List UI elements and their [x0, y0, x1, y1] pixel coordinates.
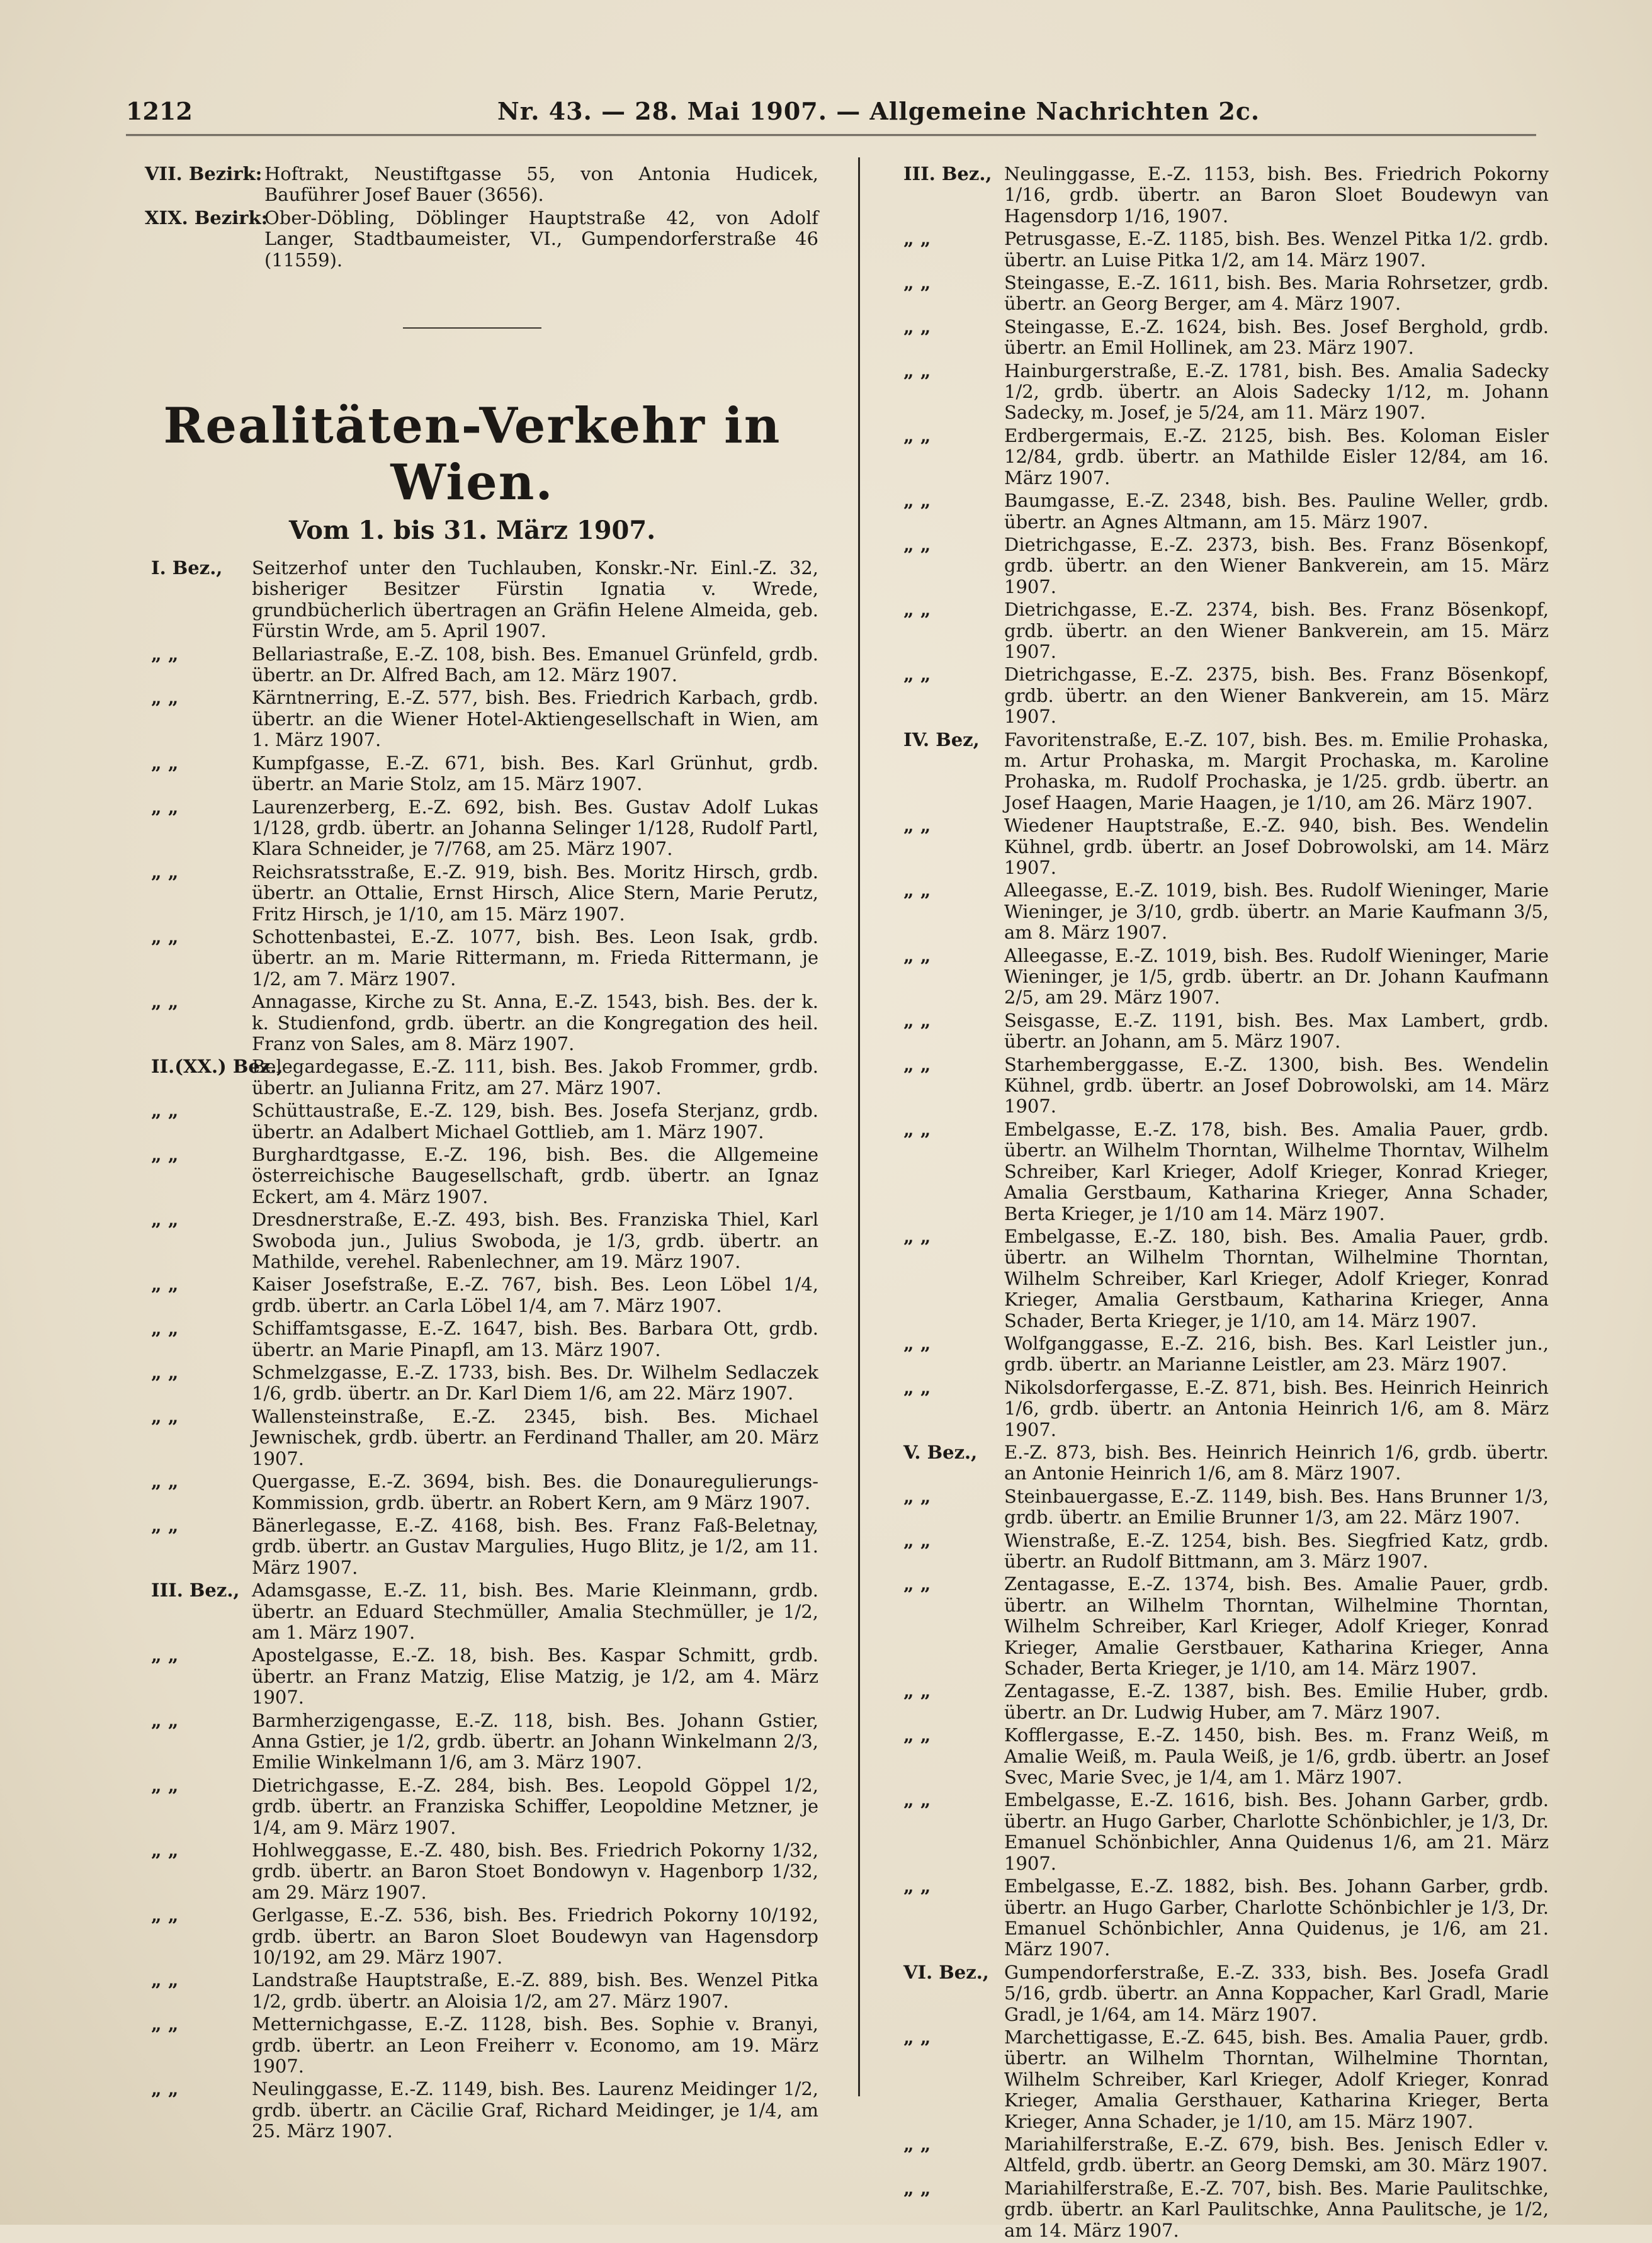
entry-label: „ „ — [903, 664, 931, 686]
entry-label: VI. Bez., — [903, 1961, 989, 1983]
list-item — [126, 558, 818, 642]
entry-label: „ „ — [903, 359, 931, 381]
entry-text: Kofflergasse, E.-Z. 1450, bish. Bes. m. Franz Weiß, m Amalie Weiß, m. Paula Weiß, je 1/6, grdb. übertr. an Josef Svec, Marie Svec, je 1/4, am 1. März 1907. — [1004, 1724, 1549, 1788]
entry-label: „ „ — [903, 1573, 931, 1595]
list-item — [126, 1318, 818, 1360]
entry-text: E.-Z. 873, bish. Bes. Heinrich Heinrich 1/6, grdb. übertr. an Antonie Heinrich 1/6, am 8. März 1907. — [1004, 1441, 1549, 1484]
entry-label: „ „ — [151, 991, 179, 1013]
entry-text: Embelgasse, E.-Z. 1882, bish. Bes. Johann Garber, grdb. übertr. an Hugo Garber, Charlotte Schönbichler je 1/3, Dr. Emanuel Schönbichler, Anna Quidenus, je 1/6, am 21. März 1907. — [1004, 1875, 1549, 1960]
entry-label: „ „ — [151, 1514, 179, 1536]
entry-text: Barmherzigengasse, E.-Z. 118, bish. Bes. Johann Gstier, Anna Gstier, je 1/2, grdb. übertr. an Johann Winkelmann 2/3, Emilie Winkelmann 1/6, am 3. März 1907. — [252, 1709, 818, 1773]
list-item — [878, 815, 1549, 878]
entry-label: „ „ — [903, 490, 931, 512]
entry-label: „ „ — [903, 1009, 931, 1031]
list-item — [878, 1119, 1549, 1224]
list-item — [126, 1905, 818, 1968]
entry-label: I. Bez., — [151, 557, 223, 579]
list-item — [878, 880, 1549, 943]
list-item — [878, 1333, 1549, 1376]
entry-text: Baumgasse, E.-Z. 2348, bish. Bes. Pauline Weller, grdb. übertr. an Agnes Altmann, am 15. März 1907. — [1004, 490, 1549, 533]
building-permits-list — [126, 164, 818, 271]
list-item — [126, 1970, 818, 2012]
entry-text: Adamsgasse, E.-Z. 11, bish. Bes. Marie Kleinmann, grdb. übertr. an Eduard Stechmüller, Amalia Stechmüller, je 1/2, am 1. März 1907. — [252, 1579, 818, 1643]
list-item — [878, 1681, 1549, 1723]
entry-label: V. Bez., — [903, 1441, 978, 1463]
entry-label: „ „ — [903, 424, 931, 446]
section-divider — [403, 327, 541, 329]
list-item — [878, 2178, 1549, 2241]
entry-label: „ „ — [903, 272, 931, 294]
entry-label: „ „ — [151, 1274, 179, 1296]
entry-text: Bellariastraße, E.-Z. 108, bish. Bes. Emanuel Grünfeld, grdb. übertr. an Dr. Alfred Bach, am 12. März 1907. — [252, 643, 818, 686]
entry-text: Steingasse, E.-Z. 1624, bish. Bes. Josef Berghold, grdb. übertr. an Emil Hollinek, am 23. März 1907. — [1004, 315, 1549, 359]
entry-label: „ „ — [903, 1724, 931, 1746]
entry-text: Hohlweggasse, E.-Z. 480, bish. Bes. Friedrich Pokorny 1/32, grdb. übertr. an Baron Stoet Bondowyn v. Hagenborp 1/32, am 29. März 1907. — [252, 1839, 818, 1903]
entry-label: „ „ — [903, 2177, 931, 2199]
entry-label: „ „ — [151, 1774, 179, 1796]
entry-label: „ „ — [903, 1053, 931, 1075]
entry-text: Belegardegasse, E.-Z. 111, bish. Bes. Jakob Frommer, grdb. übertr. an Julianna Fritz, am 27. März 1907. — [252, 1056, 818, 1099]
entry-text: Kärntnerring, E.-Z. 577, bish. Bes. Friedrich Karbach, grdb. übertr. an die Wiener Hotel-Aktiengesellschaft in Wien, am 1. März 1907. — [252, 687, 818, 751]
list-item — [126, 797, 818, 860]
entry-label: „ „ — [903, 1789, 931, 1811]
list-item — [126, 1775, 818, 1838]
entry-text: Neulinggasse, E.-Z. 1149, bish. Bes. Laurenz Meidinger 1/2, grdb. übertr. an Cäcilie Graf, Richard Meidinger, je 1/4, am 25. März 1907. — [252, 2078, 818, 2142]
list-item — [878, 1442, 1549, 1484]
list-item — [126, 1056, 818, 1099]
list-item — [126, 1362, 818, 1404]
entry-text: Reichsratsstraße, E.-Z. 919, bish. Bes. Moritz Hirsch, grdb. übertr. an Ottalie, Ernst Hirsch, Alice Stern, Marie Perutz, Fritz Hirsch, je 1/10, am 15. März 1907. — [252, 861, 818, 925]
entry-text: Dietrichgasse, E.-Z. 284, bish. Bes. Leopold Göppel 1/2, grdb. übertr. an Franziska Schiffer, Leopoldine Metzner, je 1/4, am 9. März 1907. — [252, 1774, 818, 1838]
list-item — [878, 273, 1549, 315]
entry-label: „ „ — [151, 1904, 179, 1926]
entry-label: III. Bez., — [903, 163, 992, 184]
list-item — [126, 164, 818, 206]
left-entries-list — [126, 558, 818, 2142]
right-column — [878, 164, 1549, 2243]
list-item — [878, 664, 1549, 727]
list-item — [878, 164, 1549, 227]
entry-text: Seitzerhof unter den Tuchlauben, Konskr.-Nr. Einl.-Z. 32, bisheriger Besitzer Fürstin Ignatia v. Wrede, grundbücherlich übertragen an Gräfin Helene Almeida, geb. Fürstin Wrde, am 5. April 1907. — [252, 557, 818, 642]
entry-label: „ „ — [903, 2026, 931, 2048]
list-item — [878, 490, 1549, 533]
list-item — [126, 1840, 818, 1903]
entry-text: Petrusgasse, E.-Z. 1185, bish. Bes. Wenzel Pitka 1/2. grdb. übertr. an Luise Pitka 1/2, am 14. März 1907. — [1004, 228, 1549, 271]
entry-text: Starhemberggasse, E.-Z. 1300, bish. Bes. Wendelin Kühnel, grdb. übertr. an Josef Dobrowolski, am 14. März 1907. — [1004, 1053, 1549, 1117]
entry-label: „ „ — [151, 1839, 179, 1861]
entry-text: Wiedener Hauptstraße, E.-Z. 940, bish. Bes. Wendelin Kühnel, grdb. übertr. an Josef Dobrowolski, am 14. März 1907. — [1004, 815, 1549, 878]
list-item — [126, 1515, 818, 1578]
list-item — [878, 229, 1549, 271]
entry-label: II.(XX.) Bez., — [151, 1056, 283, 1078]
list-item — [126, 992, 818, 1054]
entry-text: Steinbauergasse, E.-Z. 1149, bish. Bes. Hans Brunner 1/3, grdb. übertr. an Emilie Brunner 1/3, am 22. März 1907. — [1004, 1485, 1549, 1528]
entry-label: „ „ — [151, 1209, 179, 1231]
entry-text: Wallensteinstraße, E.-Z. 2345, bish. Bes. Michael Jewnischek, grdb. übertr. an Ferdinand Thaller, am 20. März 1907. — [252, 1405, 818, 1469]
entry-text: Burghardtgasse, E.-Z. 196, bish. Bes. die Allgemeine österreichische Baugesellschaft, grdb. übertr. an Ignaz Eckert, am 4. März 1907. — [252, 1144, 818, 1207]
entry-text: Kumpfgasse, E.-Z. 671, bish. Bes. Karl Grünhut, grdb. übertr. an Marie Stolz, am 15. März 1907. — [252, 752, 818, 795]
list-item — [878, 1530, 1549, 1573]
page-number: 1212 — [126, 97, 193, 125]
entry-label: „ „ — [151, 1471, 179, 1493]
entry-text: Marchettigasse, E.-Z. 645, bish. Bes. Amalia Pauer, grdb. übertr. an Wilhelm Thorntan, Wilhelmine Thorntan, Wilhelm Schreiber, Karl Krieger, Adolf Krieger, Konrad Krieger, Amalia Gersthauer, Katharina Krieger, Berta Krieger, Anna Schader, je 1/10, am 15. März 1907. — [1004, 2026, 1549, 2132]
entry-text: Gerlgasse, E.-Z. 536, bish. Bes. Friedrich Pokorny 10/192, grdb. übertr. an Baron Sloet Boudewyn van Hagensdorp 10/192, am 29. März 1907. — [252, 1904, 818, 1969]
entry-label: „ „ — [151, 861, 179, 883]
entry-label: „ „ — [903, 599, 931, 621]
entry-label: „ „ — [903, 315, 931, 337]
list-item — [126, 862, 818, 925]
entry-label: „ „ — [151, 1318, 179, 1340]
entry-text: Alleegasse, E.-Z. 1019, bish. Bes. Rudolf Wieninger, Marie Wieninger, je 3/10, grdb. übertr. an Marie Kaufmann 3/5, am 8. März 1907. — [1004, 879, 1549, 944]
list-item — [878, 1876, 1549, 1960]
list-item — [126, 1580, 818, 1643]
entry-text: Hainburgerstraße, E.-Z. 1781, bish. Bes. Amalia Sadecky 1/2, grdb. übertr. an Alois Sadecky 1/12, m. Johann Sadecky, m. Josef, je 5/24, am 11. März 1907. — [1004, 359, 1549, 424]
entry-text: Erdbergermais, E.-Z. 2125, bish. Bes. Koloman Eisler 12/84, grdb. übertr. an Mathilde Eisler 12/84, am 16. März 1907. — [1004, 424, 1549, 489]
list-item — [878, 2027, 1549, 2132]
entry-text: Steingasse, E.-Z. 1611, bish. Bes. Maria Rohrsetzer, grdb. übertr. an Georg Berger, am 4. März 1907. — [1004, 272, 1549, 315]
list-item — [878, 1725, 1549, 1788]
entry-label: „ „ — [151, 1709, 179, 1731]
entry-text: Favoritenstraße, E.-Z. 107, bish. Bes. m. Emilie Prohaska, m. Artur Prohaska, m. Margit Prochaska, m. Karoline Prohaska, m. Rudolf Prochaska, je 1/25. grdb. übertr. an Josef Haagen, Marie Haagen, je 1/10, am 26. März 1907. — [1004, 728, 1549, 813]
entry-label: III. Bez., — [151, 1579, 240, 1602]
list-item — [878, 426, 1549, 489]
entry-text: Annagasse, Kirche zu St. Anna, E.-Z. 1543, bish. Bes. der k. k. Studienfond, grdb. übertr. an die Kongregation des heil. Franz von Sales, am 8. März 1907. — [252, 991, 818, 1054]
list-item — [878, 1486, 1549, 1528]
left-column — [126, 164, 818, 2144]
list-item — [878, 534, 1549, 597]
list-item — [878, 1226, 1549, 1331]
entry-text: Neulinggasse, E.-Z. 1153, bish. Bes. Friedrich Pokorny 1/16, grdb. übertr. an Baron Sloet Boudewyn van Hagensdorp 1/16, 1907. — [1004, 163, 1549, 227]
entry-label: „ „ — [151, 687, 179, 709]
page-header-title: Nr. 43. — 28. Mai 1907. — Allgemeine Nachrichten 2c. — [497, 97, 1260, 125]
entry-label: „ „ — [151, 1362, 179, 1384]
entry-text: Hoftrakt, Neustiftgasse 55, von Antonia Hudicek, Bauführer Josef Bauer (3656). — [264, 163, 818, 206]
entry-label: „ „ — [903, 533, 931, 555]
entry-label: „ „ — [151, 796, 179, 818]
list-item — [878, 946, 1549, 1009]
entry-label: „ „ — [903, 944, 931, 966]
entry-text: Schiffamtsgasse, E.-Z. 1647, bish. Bes. Barbara Ott, grdb. übertr. an Marie Pinapfl, am 13. März 1907. — [252, 1318, 818, 1360]
list-item — [126, 644, 818, 686]
list-item — [126, 1209, 818, 1272]
entry-text: Alleegasse, E.-Z. 1019, bish. Bes. Rudolf Wieninger, Marie Wieninger, je 1/5, grdb. übertr. an Dr. Johann Kaufmann 2/5, am 29. März 1907. — [1004, 944, 1549, 1009]
entry-text: Schottenbastei, E.-Z. 1077, bish. Bes. Leon Isak, grdb. übertr. an m. Marie Rittermann, m. Frieda Rittermann, je 1/2, am 7. März 1907. — [252, 925, 818, 990]
entry-label: „ „ — [151, 1100, 179, 1122]
list-item — [126, 927, 818, 990]
list-item — [126, 1100, 818, 1143]
entry-label: „ „ — [151, 1405, 179, 1427]
list-item — [126, 1144, 818, 1207]
list-item — [878, 599, 1549, 662]
list-item — [878, 1962, 1549, 2025]
entry-text: Dietrichgasse, E.-Z. 2373, bish. Bes. Franz Bösenkopf, grdb. übertr. an den Wiener Bankverein, am 15. März 1907. — [1004, 533, 1549, 597]
entry-text: Seisgasse, E.-Z. 1191, bish. Bes. Max Lambert, grdb. übertr. an Johann, am 5. März 1907. — [1004, 1009, 1549, 1053]
entry-text: Nikolsdorfergasse, E.-Z. 871, bish. Bes. Heinrich Heinrich 1/6, grdb. übertr. an Antonia Heinrich 1/6, am 8. März 1907. — [1004, 1376, 1549, 1440]
list-item — [878, 361, 1549, 424]
entry-label: „ „ — [151, 643, 179, 665]
section-title: Realitäten-Verkehr in Wien. — [163, 397, 781, 512]
entry-text: Embelgasse, E.-Z. 180, bish. Bes. Amalia Pauer, grdb. übertr. an Wilhelm Thorntan, Wilhelmine Thorntan, Wilhelm Schreiber, Karl Krieger, Adolf Krieger, Konrad Krieger, Amalia Gerstbaum, Katharina Krieger, Anna Schader, Berta Krieger, je 1/10, am 14. März 1907. — [1004, 1225, 1549, 1331]
entry-label: „ „ — [903, 1529, 931, 1551]
list-item — [126, 208, 818, 271]
list-item — [878, 1574, 1549, 1679]
entry-label: „ „ — [903, 1485, 931, 1507]
entry-text: Schüttaustraße, E.-Z. 129, bish. Bes. Josefa Sterjanz, grdb. übertr. an Adalbert Michael Gottlieb, am 1. März 1907. — [252, 1100, 818, 1143]
list-item — [126, 1406, 818, 1469]
list-item — [878, 1377, 1549, 1440]
right-entries-list — [878, 164, 1549, 2241]
list-item — [878, 1010, 1549, 1053]
section-subtitle: Vom 1. bis 31. März 1907. — [288, 516, 656, 546]
entry-text: Wienstraße, E.-Z. 1254, bish. Bes. Siegfried Katz, grdb. übertr. an Rudolf Bittmann, am 3. März 1907. — [1004, 1529, 1549, 1572]
entry-text: Metternichgasse, E.-Z. 1128, bish. Bes. Sophie v. Branyi, grdb. übertr. an Leon Freiherr v. Economo, am 19. März 1907. — [252, 2013, 818, 2077]
entry-text: Embelgasse, E.-Z. 1616, bish. Bes. Johann Garber, grdb. übertr. an Hugo Garber, Charlotte Schönbichler, je 1/3, Dr. Emanuel Schönbichler, Anna Quidenus 1/6, am 21. März 1907. — [1004, 1789, 1549, 1874]
entry-label: „ „ — [903, 815, 931, 837]
list-item — [126, 753, 818, 795]
entry-text: Schmelzgasse, E.-Z. 1733, bish. Bes. Dr. Wilhelm Sedlaczek 1/6, grdb. übertr. an Dr. Karl Diem 1/6, am 22. März 1907. — [252, 1362, 818, 1404]
entry-text: Quergasse, E.-Z. 3694, bish. Bes. die Donauregulierungs-Kommission, grdb. übertr. an Robert Kern, am 9 März 1907. — [252, 1471, 818, 1513]
entry-label: „ „ — [151, 1144, 179, 1165]
entry-text: Dresdnerstraße, E.-Z. 493, bish. Bes. Franziska Thiel, Karl Swoboda jun., Julius Swoboda, je 1/3, grdb. übertr. an Mathilde, verehel. Rabenlechner, am 19. März 1907. — [252, 1209, 818, 1273]
list-item — [878, 2134, 1549, 2176]
list-item — [126, 2079, 818, 2142]
entry-label: „ „ — [151, 1969, 179, 1991]
entry-text: Bänerlegasse, E.-Z. 4168, bish. Bes. Franz Faß-Beletnay, grdb. übertr. an Gustav Margulies, Hugo Blitz, je 1/2, am 11. März 1907. — [252, 1514, 818, 1578]
list-item — [126, 2014, 818, 2077]
entry-label: „ „ — [903, 1376, 931, 1398]
entry-label: VII. Bezirk: — [145, 163, 263, 184]
entry-text: Zentagasse, E.-Z. 1374, bish. Bes. Amalie Pauer, grdb. übertr. an Wilhelm Thorntan, Wilhelmine Thorntan, Wilhelm Schreiber, Karl Krieger, Adolf Krieger, Konrad Krieger, Amalie Gerstbauer, Katharina Krieger, Anna Schader, Berta Krieger, je 1/10, am 14. März 1907. — [1004, 1573, 1549, 1680]
entry-text: Mariahilferstraße, E.-Z. 679, bish. Bes. Jenisch Edler v. Altfeld, grdb. übertr. an Georg Demski, am 30. März 1907. — [1004, 2133, 1549, 2176]
entry-label: „ „ — [903, 1118, 931, 1140]
entry-text: Dietrichgasse, E.-Z. 2375, bish. Bes. Franz Bösenkopf, grdb. übertr. an den Wiener Bankverein, am 15. März 1907. — [1004, 664, 1549, 728]
list-item — [126, 1710, 818, 1773]
entry-text: Embelgasse, E.-Z. 178, bish. Bes. Amalia Pauer, grdb. übertr. an Wilhelm Thorntan, Wilhelme Thorntav, Wilhelm Schreiber, Karl Krieger, Adolf Krieger, Konrad Krieger, Amalia Gerstbaum, Katharina Krieger, Anna Schader, Berta Krieger, je 1/10 am 14. März 1907. — [1004, 1118, 1549, 1224]
entry-text: Apostelgasse, E.-Z. 18, bish. Bes. Kaspar Schmitt, grdb. übertr. an Franz Matzig, Elise Matzig, je 1/2, am 4. März 1907. — [252, 1644, 818, 1709]
entry-text: Ober-Döbling, Döblinger Hauptstraße 42, von Adolf Langer, Stadtbaumeister, VI., Gumpendorferstraße 46 (11559). — [264, 206, 818, 271]
entry-label: „ „ — [151, 2013, 179, 2035]
list-item — [126, 1274, 818, 1316]
list-item — [126, 1471, 818, 1513]
entry-label: „ „ — [903, 1875, 931, 1897]
list-item — [126, 1645, 818, 1708]
entry-text: Laurenzerberg, E.-Z. 692, bish. Bes. Gustav Adolf Lukas 1/128, grdb. übertr. an Johanna Selinger 1/128, Rudolf Partl, Klara Schneider, je 7/768, am 25. März 1907. — [252, 796, 818, 860]
list-item — [878, 317, 1549, 359]
entry-text: Zentagasse, E.-Z. 1387, bish. Bes. Emilie Huber, grdb. übertr. an Dr. Ludwig Huber, am 7. März 1907. — [1004, 1680, 1549, 1723]
entry-label: „ „ — [903, 1680, 931, 1702]
list-item — [878, 730, 1549, 814]
column-divider — [858, 157, 860, 2096]
entry-label: „ „ — [903, 1332, 931, 1354]
entry-text: Landstraße Hauptstraße, E.-Z. 889, bish. Bes. Wenzel Pitka 1/2, grdb. übertr. an Aloisia 1/2, am 27. März 1907. — [252, 1969, 818, 2012]
entry-text: Gumpendorferstraße, E.-Z. 333, bish. Bes. Josefa Gradl 5/16, grdb. übertr. an Anna Koppacher, Karl Gradl, Marie Gradl, je 1/64, am 14. März 1907. — [1004, 1961, 1549, 2025]
entry-label: IV. Bez, — [903, 728, 980, 750]
entry-text: Kaiser Josefstraße, E.-Z. 767, bish. Bes. Leon Löbel 1/4, grdb. übertr. an Carla Löbel 1/4, am 7. März 1907. — [252, 1274, 818, 1316]
entry-text: Mariahilferstraße, E.-Z. 707, bish. Bes. Marie Paulitschke, grdb. übertr. an Karl Paulitschke, Anna Paulitsche, je 1/2, am 14. März 1907. — [1004, 2177, 1549, 2241]
entry-label: XIX. Bezirk: — [145, 206, 268, 229]
entry-text: Wolfganggasse, E.-Z. 216, bish. Bes. Karl Leistler jun., grdb. übertr. an Marianne Leistler, am 23. März 1907. — [1004, 1332, 1549, 1376]
page-header — [126, 94, 1536, 132]
list-item — [878, 1790, 1549, 1874]
list-item — [878, 1054, 1549, 1117]
header-rule — [126, 134, 1536, 139]
entry-label: „ „ — [151, 1644, 179, 1666]
entry-label: „ „ — [903, 228, 931, 250]
entry-label: „ „ — [151, 2078, 179, 2100]
entry-label: „ „ — [903, 879, 931, 901]
entry-label: „ „ — [151, 752, 179, 774]
entry-label: „ „ — [903, 1225, 931, 1247]
entry-label: „ „ — [903, 2133, 931, 2155]
entry-text: Dietrichgasse, E.-Z. 2374, bish. Bes. Franz Bösenkopf, grdb. übertr. an den Wiener Bankverein, am 15. März 1907. — [1004, 599, 1549, 662]
entry-label: „ „ — [151, 925, 179, 947]
list-item — [126, 687, 818, 750]
